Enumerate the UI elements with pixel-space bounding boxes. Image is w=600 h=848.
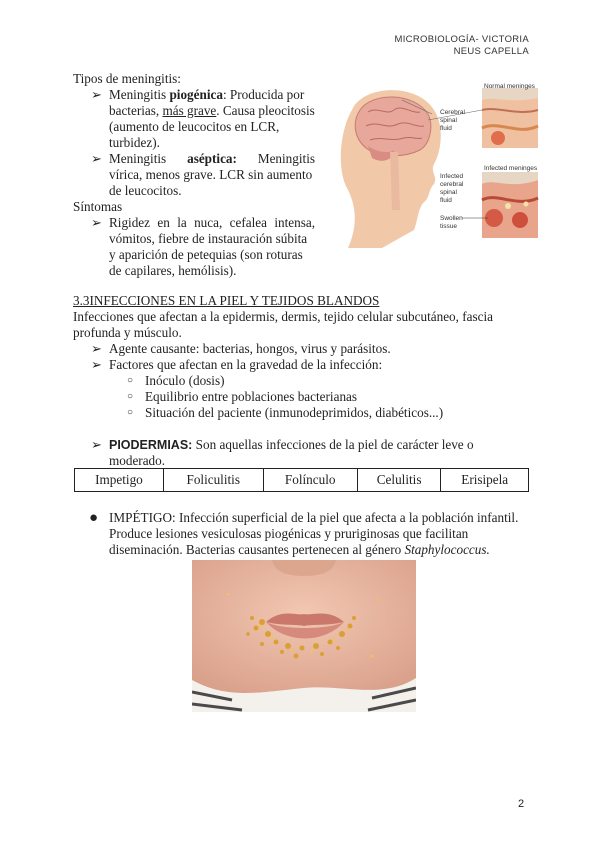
- table-cell: Impetigo: [75, 469, 164, 492]
- arrow-bullet-icon: ➢: [91, 151, 102, 166]
- pyogenic-line-2: bacterias, más grave. Causa pleocitosis: [109, 103, 315, 118]
- factor-item: Situación del paciente (inmunodeprimidos, diabéticos...): [145, 405, 444, 420]
- aseptic-line-1: Meningitis aséptica: Meningitis: [109, 151, 315, 166]
- severity-factors: Factores que afectan en la gravedad de la infección:: [109, 357, 383, 372]
- pyoderma-line-1: PIODERMIAS: Son aquellas infecciones de la piel de carácter leve o: [109, 437, 474, 452]
- symptoms-line-3: y aparición de petequias (son roturas: [109, 247, 303, 262]
- arrow-bullet-icon: ➢: [91, 357, 102, 372]
- page-number: 2: [518, 798, 525, 810]
- symptoms-line-2: vómitos, fiebre de instauración súbita: [109, 231, 308, 246]
- arrow-bullet-icon: ➢: [91, 437, 102, 452]
- impetigo-line-1: IMPÉTIGO: Infección superficial de la piel que afecta a la población infantil.: [109, 510, 519, 525]
- section-intro-line-2: profunda y músculo.: [73, 325, 182, 340]
- infected-meninges-label: Infected meninges: [484, 165, 538, 172]
- pyoderma-types-table: [74, 468, 529, 492]
- table-cell: Folínculo: [263, 469, 357, 492]
- aseptic-line-2: vírica, menos grave. LCR sin aumento: [109, 167, 313, 182]
- bullet-dot-icon: ●: [89, 510, 99, 526]
- header-line-1: MICROBIOLOGÍA- VICTORIA: [394, 34, 529, 45]
- swollen-tissue-label: Swollen tissue: [440, 215, 463, 230]
- factor-item: Equilibrio entre poblaciones bacterianas: [145, 389, 358, 404]
- circle-bullet-icon: ○: [127, 375, 134, 386]
- section-intro-line-1: Infecciones que afectan a la epidermis, dermis, tejido celular subcutáneo, fascia: [73, 309, 493, 324]
- circle-bullet-icon: ○: [127, 391, 134, 402]
- pyogenic-line-3: (aumento de leucocitos en LCR,: [109, 119, 280, 134]
- arrow-bullet-icon: ➢: [91, 87, 102, 102]
- header-line-2: NEUS CAPELLA: [453, 46, 529, 57]
- impetigo-line-3: diseminación. Bacterias causantes pertenecen al género Staphylococcus.: [109, 542, 490, 557]
- symptoms-line-1: Rigidez en la nuca, cefalea intensa,: [109, 215, 315, 230]
- pyogenic-line-4: turbidez).: [109, 135, 160, 150]
- impetigo-photo: [192, 560, 416, 712]
- table-cell: Celulitis: [357, 469, 441, 492]
- factor-item: Inóculo (dosis): [145, 373, 225, 388]
- normal-meninges-label: Normal meninges: [484, 83, 535, 90]
- pyogenic-line-1: Meningitis piogénica: Producida por: [109, 87, 305, 102]
- arrow-bullet-icon: ➢: [91, 215, 102, 230]
- symptoms-title: Síntomas: [73, 199, 123, 214]
- aseptic-line-3: de leucocitos.: [109, 183, 182, 198]
- csf-label: Cerebral spinal fluid: [440, 109, 465, 132]
- infected-csf-label: Infected cerebral spinal fluid: [440, 173, 464, 204]
- symptoms-line-4: de capilares, hemólisis).: [109, 263, 237, 278]
- table-row: [75, 469, 529, 492]
- circle-bullet-icon: ○: [127, 407, 134, 418]
- pyoderma-line-2: moderado.: [109, 453, 166, 468]
- impetigo-line-2: Produce lesiones vesiculosas piogénicas y pruriginosas que facilitan: [109, 526, 469, 541]
- page-header: [395, 34, 529, 58]
- table-cell: Erisipela: [441, 469, 529, 492]
- table-cell: Foliculitis: [163, 469, 263, 492]
- meninges-figure: [322, 80, 540, 248]
- meningitis-title: Tipos de meningitis:: [73, 71, 181, 86]
- section-heading: 3.3INFECCIONES EN LA PIEL Y TEJIDOS BLANDOS: [73, 293, 380, 308]
- arrow-bullet-icon: ➢: [91, 341, 102, 356]
- causal-agent: Agente causante: bacterias, hongos, virus y parásitos.: [109, 341, 391, 356]
